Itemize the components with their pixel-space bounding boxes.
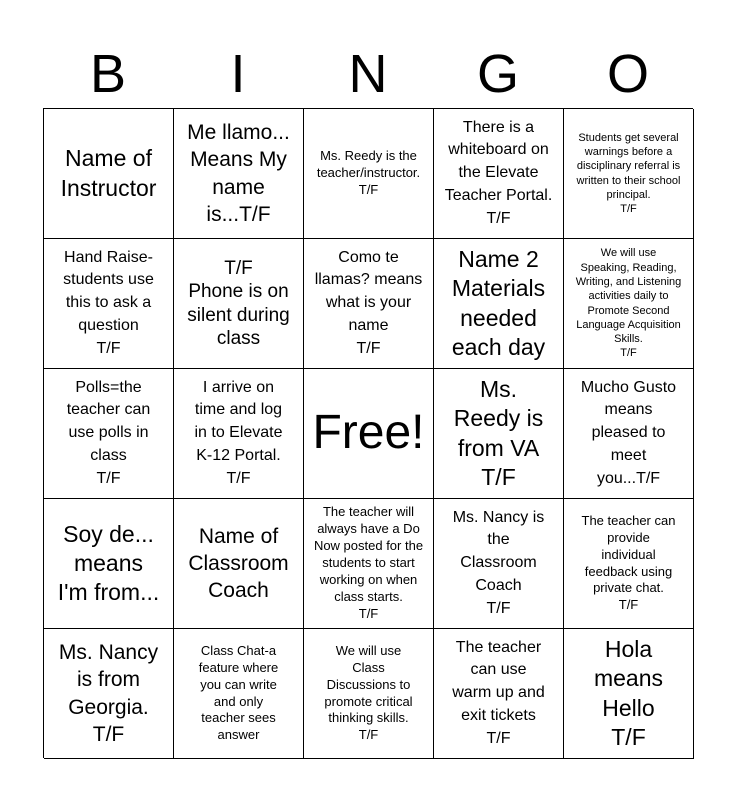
cell-text: Name 2 Materials needed each day <box>451 246 546 360</box>
cell-text: We will use Class Discussions to promote critical thinking skills. T/F <box>324 642 413 743</box>
cell-text: We will use Speaking, Reading, Writing, and Listening activities daily to Promote Second Language Acquisition Skills. T/F <box>575 247 682 360</box>
cell-text: Me llamo... Means My name is...T/F <box>187 120 290 226</box>
cell-text: Soy de... means I'm from... <box>57 520 160 606</box>
cell-text: The teacher can use warm up and exit tickets T/F <box>452 638 545 747</box>
bingo-cell[interactable] <box>434 369 564 499</box>
bingo-cell[interactable] <box>44 629 174 759</box>
cell-text: Name of Classroom Coach <box>188 524 289 603</box>
bingo-cell[interactable] <box>304 499 434 629</box>
cell-text: Ms. Nancy is the Classroom Coach T/F <box>452 508 545 617</box>
cell-text: Hand Raise- students use this to ask a question T/F <box>63 248 154 357</box>
cell-text: Ms. Reedy is from VA T/F <box>453 376 544 490</box>
header-letter-g: G <box>476 44 519 104</box>
cell-text: Ms. Reedy is the teacher/instructor. T/F <box>316 148 421 197</box>
bingo-cell[interactable] <box>304 109 434 239</box>
free-space-text: Free! <box>312 406 425 460</box>
bingo-cell[interactable] <box>174 239 304 369</box>
bingo-board <box>43 108 693 758</box>
cell-text: Name of Instructor <box>60 145 157 201</box>
bingo-cell[interactable] <box>434 629 564 759</box>
bingo-cell[interactable] <box>564 369 694 499</box>
header-letter-n: N <box>348 44 388 104</box>
cell-text: Hola means Hello T/F <box>593 636 664 750</box>
cell-text: Como te llamas? means what is your name T/F <box>314 248 423 357</box>
bingo-cell[interactable] <box>564 109 694 239</box>
header-letter-o: O <box>606 44 649 104</box>
header-letter-b: B <box>89 44 127 104</box>
bingo-cell[interactable] <box>564 629 694 759</box>
header-letter-i: I <box>230 44 246 104</box>
bingo-cell[interactable] <box>44 369 174 499</box>
bingo-cell[interactable] <box>434 109 564 239</box>
cell-text: There is a whiteboard on the Elevate Teacher Portal. T/F <box>444 118 553 227</box>
bingo-cell[interactable] <box>434 239 564 369</box>
bingo-cell[interactable] <box>44 239 174 369</box>
cell-text: Mucho Gusto means pleased to meet you...T/F <box>580 378 677 487</box>
bingo-cell[interactable] <box>304 239 434 369</box>
bingo-cell[interactable] <box>174 369 304 499</box>
bingo-header <box>43 40 693 108</box>
bingo-cell[interactable] <box>174 109 304 239</box>
cell-text: The teacher can provide individual feedback using private chat. T/F <box>581 512 676 613</box>
cell-text: Polls=the teacher can use polls in class T/F <box>66 378 151 487</box>
bingo-cell[interactable] <box>174 629 304 759</box>
bingo-cell[interactable] <box>434 499 564 629</box>
bingo-cell[interactable] <box>564 499 694 629</box>
cell-text: Class Chat-a feature where you can write and only teacher sees answer <box>198 642 279 743</box>
cell-text: Students get several warnings before a disciplinary referral is written to their school principal. T/F <box>576 131 681 216</box>
bingo-cell[interactable] <box>174 499 304 629</box>
free-space[interactable] <box>304 369 434 499</box>
bingo-cell[interactable] <box>44 109 174 239</box>
bingo-cell[interactable] <box>44 499 174 629</box>
cell-text: T/F Phone is on silent during class <box>187 258 290 349</box>
bingo-cell[interactable] <box>564 239 694 369</box>
cell-text: Ms. Nancy is from Georgia. T/F <box>58 640 159 746</box>
bingo-cell[interactable] <box>304 629 434 759</box>
cell-text: The teacher will always have a Do Now posted for the students to start working on when class starts. T/F <box>313 504 424 621</box>
cell-text: I arrive on time and log in to Elevate K-12 Portal. T/F <box>194 378 283 487</box>
